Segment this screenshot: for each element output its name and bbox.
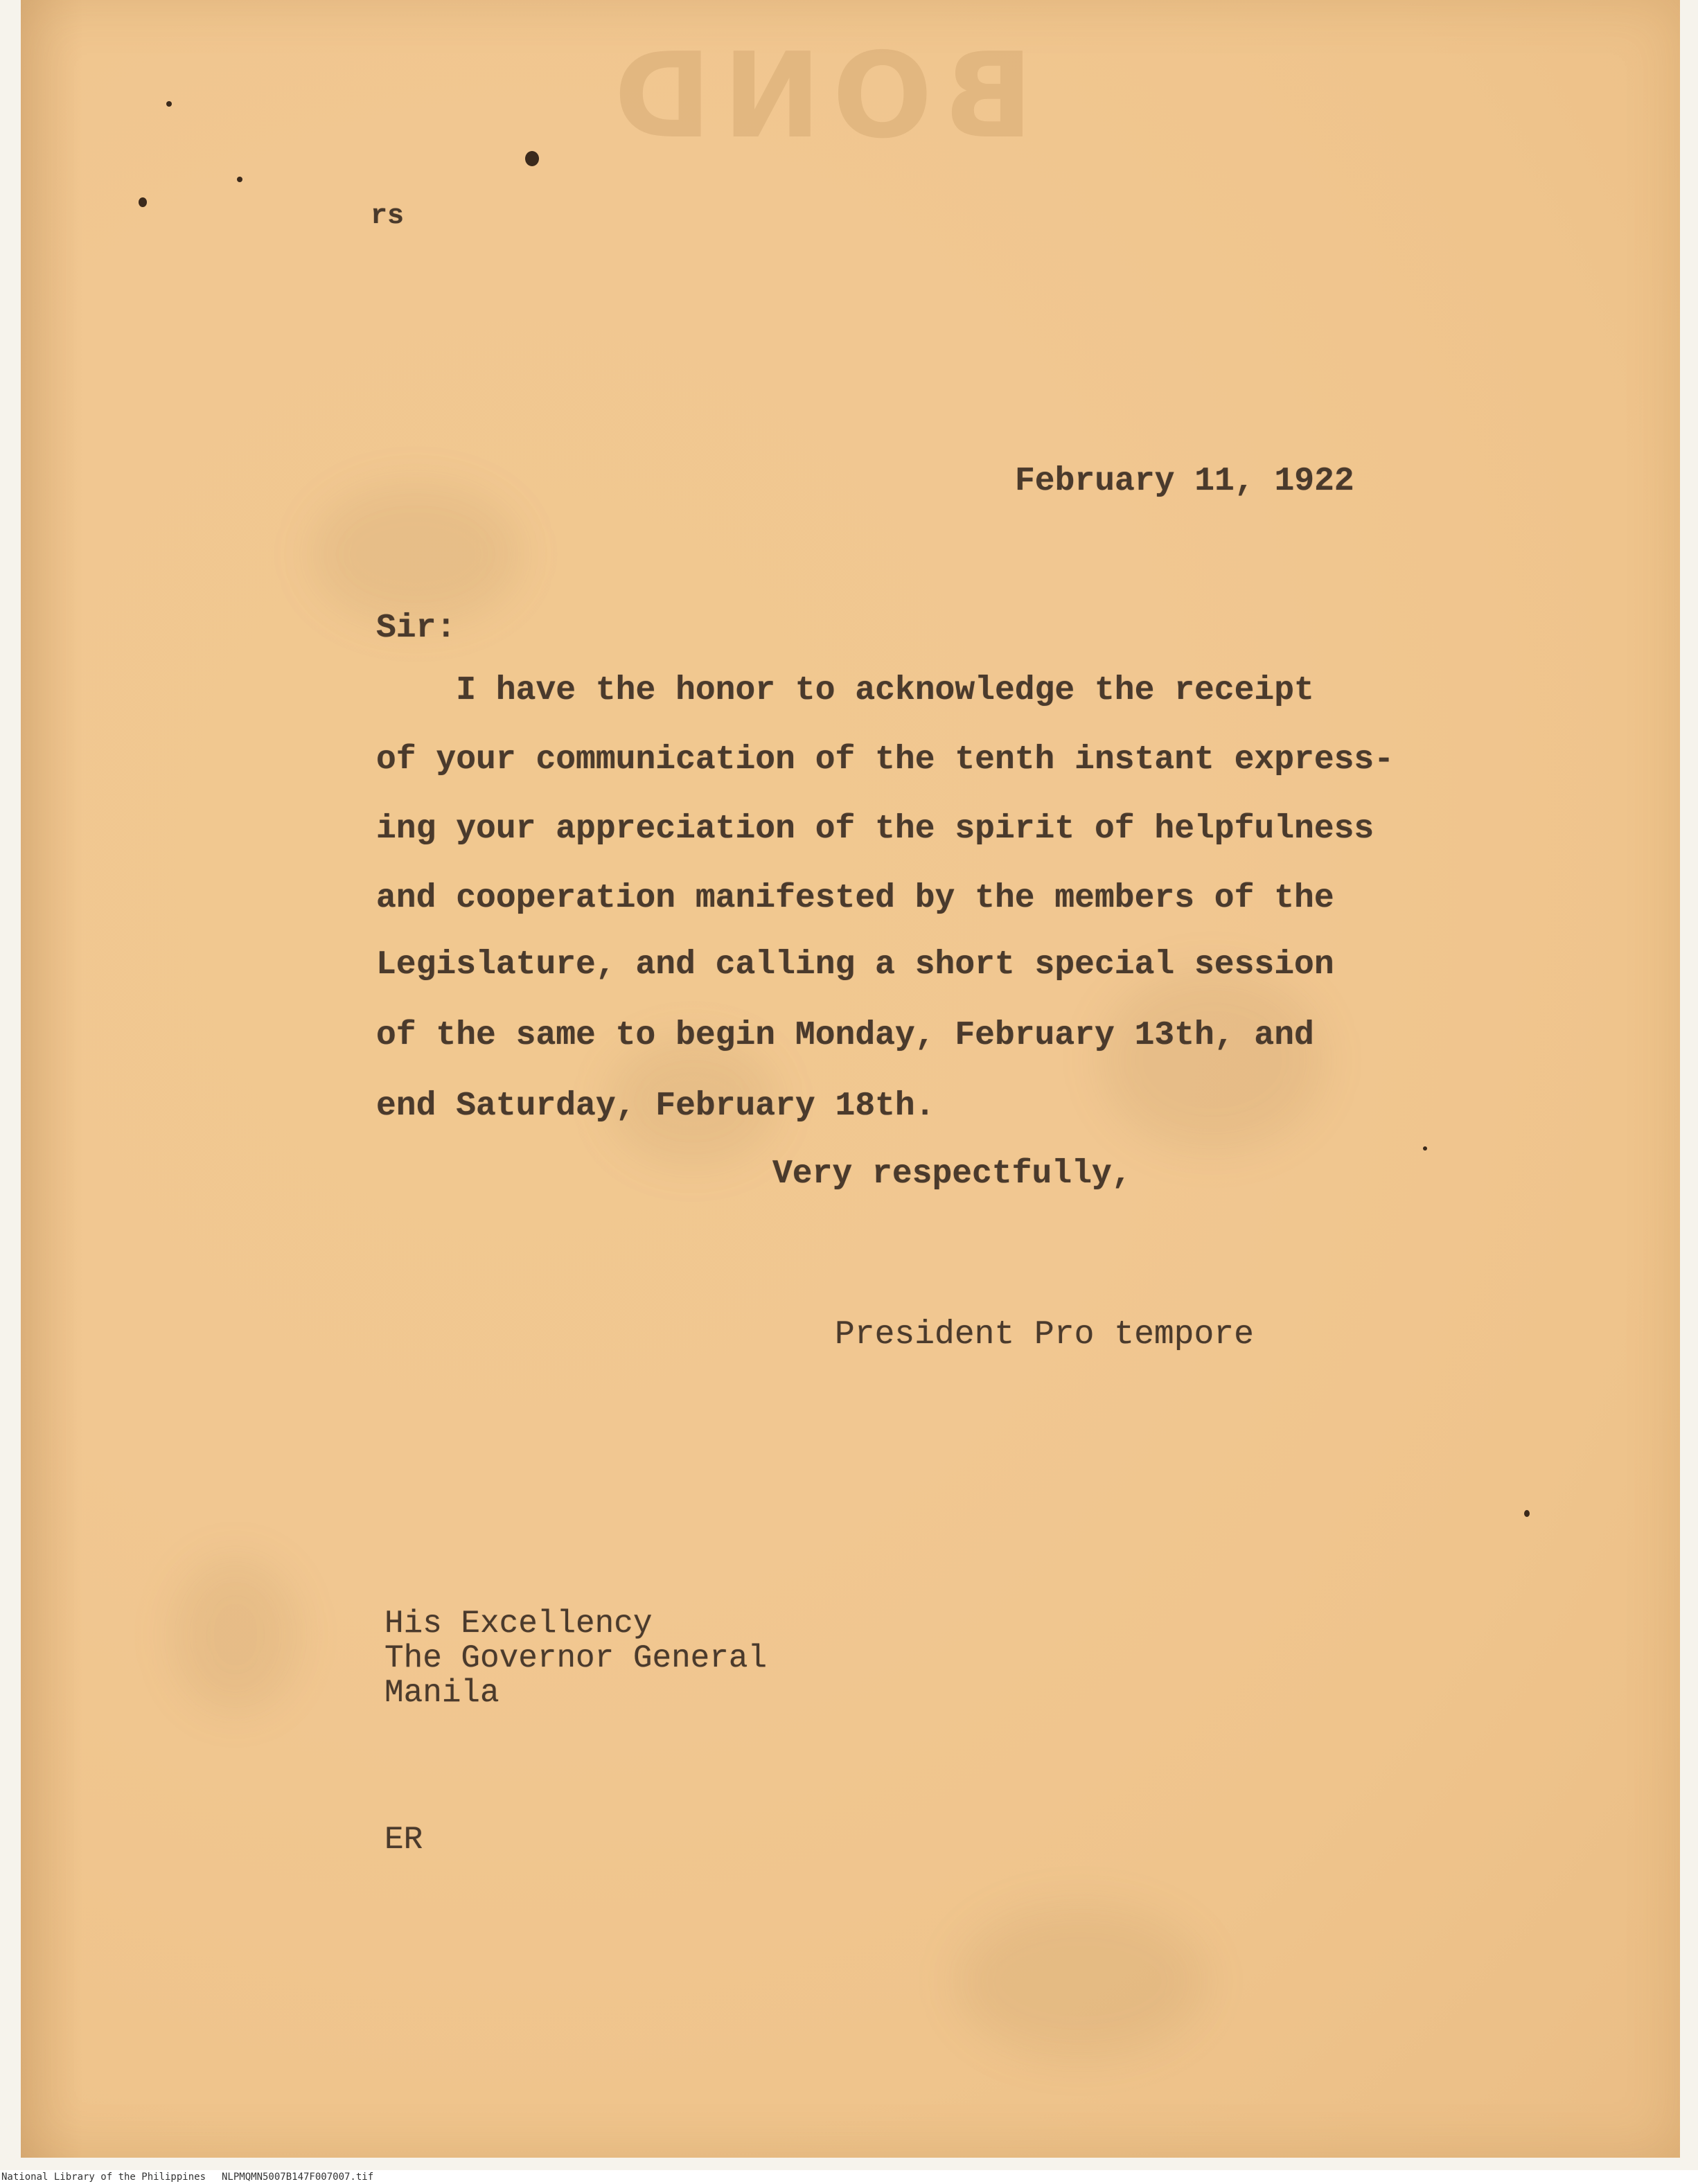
address-line: His Excellency <box>384 1606 653 1642</box>
salutation: Sir: <box>376 610 457 647</box>
typist-initials: rs <box>371 201 405 232</box>
stain <box>1102 970 1323 1150</box>
edge-wear <box>21 0 83 2158</box>
stain <box>173 1559 298 1711</box>
author-initials: ER <box>384 1822 423 1858</box>
address-line: The Governor General <box>384 1640 768 1676</box>
signature-title: President Pro tempore <box>835 1316 1254 1353</box>
ink-spot <box>166 101 172 107</box>
address-line: Manila <box>384 1675 499 1711</box>
body-line: I have the honor to acknowledge the receipt <box>376 672 1314 709</box>
body-line: ing your appreciation of the spirit of helpfulness <box>376 810 1374 848</box>
ink-spot <box>139 197 147 207</box>
body-line: and cooperation manifested by the members of the <box>376 880 1334 917</box>
body-line: of your communication of the tenth instant express- <box>376 741 1395 779</box>
watermark: BOND <box>603 28 1034 165</box>
ink-spot <box>525 151 539 166</box>
ink-spot <box>1423 1146 1427 1151</box>
stain <box>312 485 520 623</box>
complimentary-close: Very respectfully, <box>772 1155 1132 1193</box>
body-line: of the same to begin Monday, February 13th, and <box>376 1017 1314 1054</box>
paper-sheet <box>21 0 1680 2158</box>
body-line: end Saturday, February 18th. <box>376 1087 935 1125</box>
ink-spot <box>1524 1510 1530 1517</box>
ink-spot <box>237 177 242 182</box>
letter-date: February 11, 1922 <box>1015 463 1354 500</box>
footer-filename: NLPMQMN5007B147F007007.tif <box>222 2172 374 2183</box>
body-line: Legislature, and calling a short special session <box>376 946 1334 984</box>
stain <box>956 1905 1205 2057</box>
footer-institution: National Library of the Philippines <box>1 2172 206 2183</box>
